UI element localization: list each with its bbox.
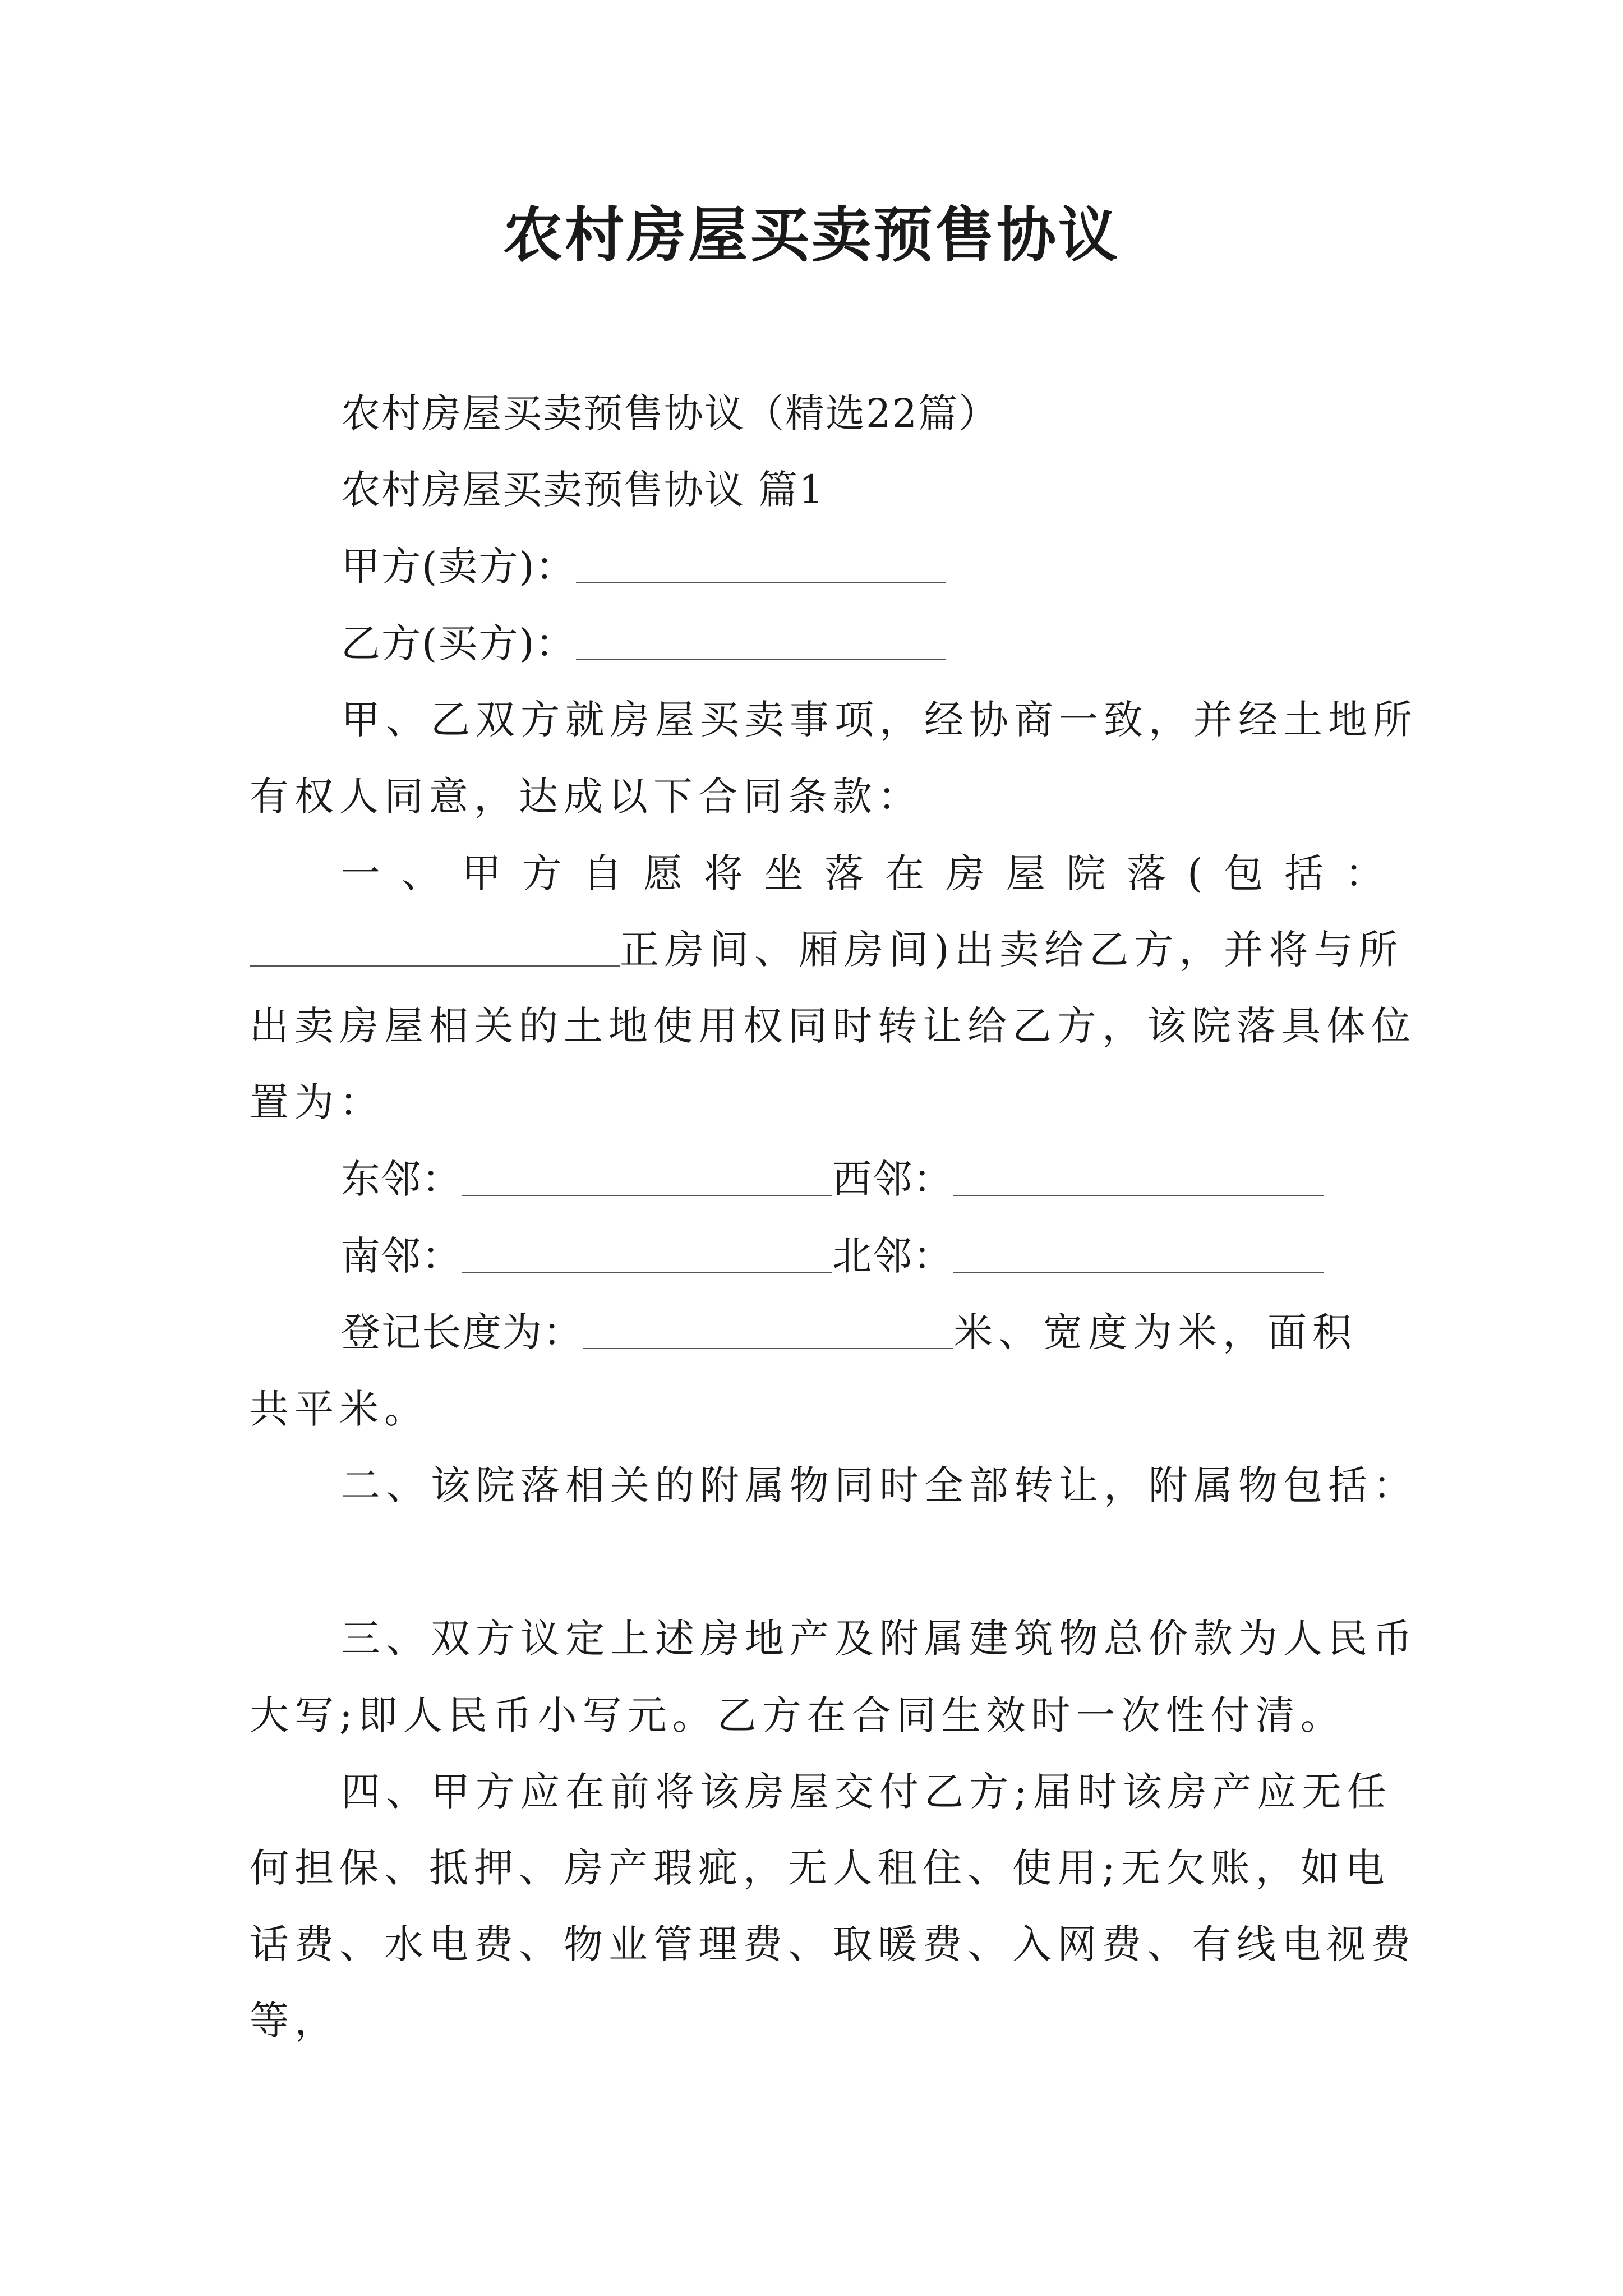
clause1-line-4: 置为： [250, 1079, 384, 1125]
clause3-line-2: 大写;即人民币小写元。乙方在合同生效时一次性付清。 [250, 1692, 1345, 1738]
clause3-line-1: 三、双方议定上述房地产及附属建筑物总价款为人民币 [341, 1616, 1418, 1662]
east-west-line [341, 1154, 1324, 1204]
east-blank [462, 1161, 832, 1196]
part-heading: 农村房屋买卖预售协议 篇1 [341, 467, 825, 513]
clause1-line-1: 一 、 甲 方 自 愿 将 坐 落 在 房 屋 院 落 ( 包 括 ： [341, 850, 1384, 896]
length-label: 登记长度为： [341, 1309, 583, 1355]
area-line: 共平米。 [250, 1386, 429, 1432]
party-a-label: 甲方(卖方)： [341, 544, 576, 590]
party-a-blank [576, 549, 946, 583]
south-blank [462, 1238, 832, 1273]
south-north-line [341, 1231, 1324, 1281]
intro-line-1: 甲、乙双方就房屋买卖事项，经协商一致，并经土地所 [341, 697, 1418, 743]
document-title: 农村房屋买卖预售协议 [503, 201, 1120, 270]
intro-line-2: 有权人同意，达成以下合同条款： [250, 774, 923, 820]
length-blank [583, 1314, 953, 1349]
length-suffix: 米、宽度为米，面积 [953, 1309, 1357, 1355]
north-label: 北邻： [832, 1233, 953, 1279]
document-subtitle: 农村房屋买卖预售协议（精选22篇） [341, 390, 999, 436]
clause1-line-2: 正房间、厢房间)出卖给乙方，并将与所 [250, 924, 1403, 975]
clause1-line-3: 出卖房屋相关的土地使用权同时转让给乙方，该院落具体位 [250, 1003, 1416, 1049]
clause4-line-1: 四、甲方应在前将该房屋交付乙方;届时该房产应无任 [341, 1769, 1392, 1815]
clause4-line-3: 话费、水电费、物业管理费、取暖费、入网费、有线电视费 [250, 1921, 1416, 1967]
house-count-blank [250, 932, 620, 967]
north-blank [953, 1238, 1324, 1273]
party-a-line [341, 541, 946, 592]
clause2: 二、该院落相关的附属物同时全部转让，附属物包括： [341, 1462, 1418, 1508]
length-line [341, 1307, 1357, 1358]
west-blank [953, 1161, 1324, 1196]
party-b-line [341, 618, 946, 669]
party-b-label: 乙方(买方)： [341, 620, 576, 666]
party-b-blank [576, 625, 946, 660]
west-label: 西邻： [832, 1156, 953, 1202]
clause4-line-4: 等， [250, 1998, 339, 2044]
south-label: 南邻： [341, 1233, 462, 1279]
clause4-line-2: 何担保、抵押、房产瑕疵，无人租住、使用;无欠账，如电 [250, 1845, 1390, 1891]
east-label: 东邻： [341, 1156, 462, 1202]
